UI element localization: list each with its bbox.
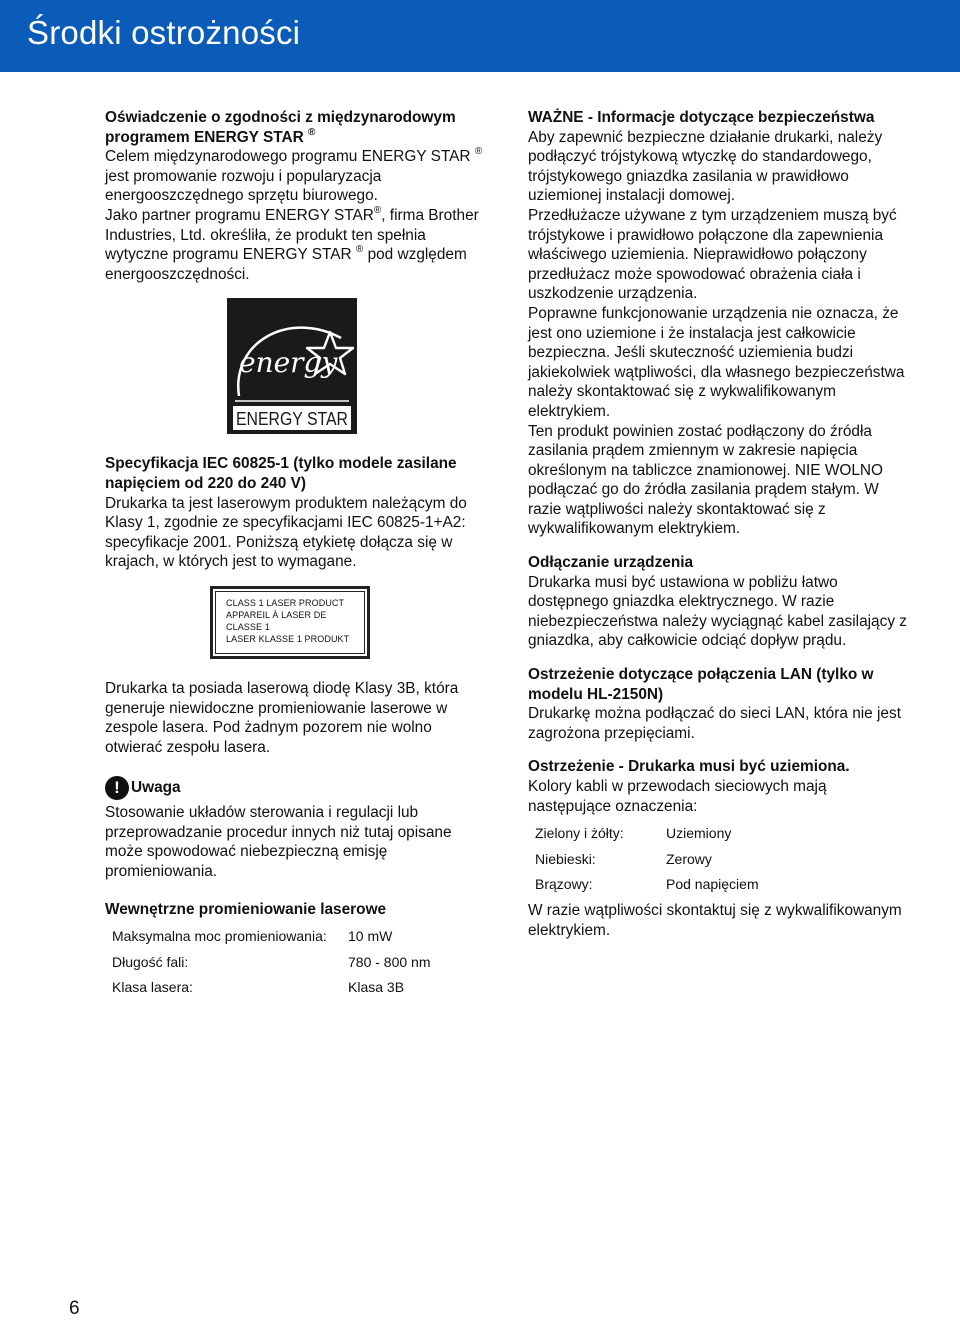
internal-radiation-table <box>112 927 431 1004</box>
page-title: Środki ostrożności <box>27 14 301 51</box>
table-cell-label: Długość fali: <box>112 953 189 970</box>
svg-text:energy: energy <box>239 346 338 380</box>
important-section <box>528 108 908 539</box>
disconnect-title: Odłączanie urządzenia <box>528 554 694 572</box>
important-paragraph: Ten produkt powinien zostać podłączony do źródła zasilania prądem zmiennym w zakresie napięcia określonym na tabliczce znamionowej. NIE WOLNO podłączać go do źródła zasilania prądem stałym. W razie wątpliwości należy skontaktować się z wykwalifikowanym elektrykiem. <box>528 422 883 538</box>
lan-title: Ostrzeżenie dotyczące połączenia LAN (tylko w modelu HL-2150N) <box>528 666 874 703</box>
table-cell-value: Pod napięciem <box>666 876 759 893</box>
warning-section <box>105 775 490 881</box>
grounding-footer: W razie wątpliwości skontaktuj się z wykwalifikowanym elektrykiem. <box>528 901 902 939</box>
table-cell-value: Klasa 3B <box>348 979 405 996</box>
table-cell-value: Uziemiony <box>666 825 732 842</box>
table-cell-label: Klasa lasera: <box>112 979 193 996</box>
table-cell-value: Zerowy <box>666 850 712 867</box>
warning-label: Uwaga <box>131 779 181 797</box>
disconnect-section <box>528 553 908 651</box>
page-header <box>0 0 960 72</box>
grounding-title: Ostrzeżenie - Drukarka musi być uziemiona. <box>528 758 850 776</box>
iec-section <box>105 454 490 757</box>
left-column <box>105 108 490 1020</box>
table-cell-label: Zielony i żółty: <box>535 825 624 842</box>
table-row <box>112 953 431 979</box>
table-cell-label: Niebieski: <box>535 850 596 867</box>
registered-mark: ® <box>355 244 364 256</box>
table-row <box>535 824 759 850</box>
important-paragraph: Przedłużacze używane z tym urządzeniem muszą być trójstykowe i prawidłowo połączone dla zapewnienia właściwego uziemienia. Nieprawidłowo połączony przedłużacz może spowodować obrażenia ciała i uszkodzenie urządzenia. <box>528 206 897 303</box>
registered-mark: ® <box>373 204 382 216</box>
laser-label-line: LASER KLASSE 1 PRODUKT <box>226 633 350 644</box>
exclamation-icon: ! <box>105 776 129 800</box>
right-column <box>528 108 908 956</box>
registered-mark: ® <box>307 126 316 138</box>
table-row <box>535 875 759 901</box>
cable-colors-table <box>535 824 759 901</box>
energy-star-logo <box>227 298 357 434</box>
energy-star-partner: Jako partner programu ENERGY STAR®, firma Brother Industries, Ltd. określiła, że produkt ten spełnia wytyczne programu ENERGY STAR ® pod względem energooszczędności. <box>105 204 479 283</box>
iec-title: Specyfikacja IEC 60825-1 (tylko modele zasilane napięciem od 220 do 240 V) <box>105 455 457 492</box>
laser-label-line: CLASS 1 LASER PRODUCT <box>226 597 345 608</box>
energy-star-intro: Celem międzynarodowego programu ENERGY STAR ® jest promowanie rozwoju i popularyzacja energooszczędnego sprzętu biurowego. <box>105 146 483 205</box>
table-row <box>112 978 431 1004</box>
table-row <box>112 927 431 953</box>
internal-radiation-title: Wewnętrzne promieniowanie laserowe <box>105 900 387 918</box>
page-number: 6 <box>69 1298 80 1319</box>
table-row <box>535 850 759 876</box>
warning-body: Stosowanie układów sterowania i regulacji lub przeprowadzanie procedur innych niż tutaj opisane może spowodować niebezpieczną emisję promieniowania. <box>105 804 452 881</box>
energy-star-logo-text: ENERGY STAR <box>236 409 348 430</box>
laser-class-label <box>210 586 370 659</box>
disconnect-body: Drukarka musi być ustawiona w pobliżu łatwo dostępnego gniazdka elektrycznego. W razie niebezpieczeństwa należy wyciągnąć kabel zasilający z gniazdka, aby całkowicie odciąć dopływ prądu. <box>528 573 907 650</box>
important-paragraph: Aby zapewnić bezpieczne działanie drukarki, należy podłączyć trójstykową wtyczkę do standardowego, trójstykowego gniazdka zasilania w prawidłowo uziemionej instalacji domowej. <box>528 128 883 205</box>
table-cell-value: 10 mW <box>348 928 393 945</box>
grounding-section <box>528 757 908 940</box>
laser-label-line: APPAREIL À LASER DE CLASSE 1 <box>226 609 327 632</box>
internal-radiation-section <box>105 900 490 1004</box>
lan-body: Drukarkę można podłączać do sieci LAN, która nie jest zagrożona przepięciami. <box>528 705 901 742</box>
grounding-body: Kolory kabli w przewodach sieciowych mają następujące oznaczenia: <box>528 778 827 815</box>
table-cell-value: 780 - 800 nm <box>348 953 431 970</box>
lan-section <box>528 665 908 743</box>
important-paragraph: Poprawne funkcjonowanie urządzenia nie oznacza, że jest ono uziemione i że instalacja jest całkowicie bezpieczna. Jeśli skuteczność uziemienia budzi jakiekolwiek wątpliwości, dla własnego bezpieczeństwa należy skontaktować się z wykwalifikowanym elektrykiem. <box>528 304 905 420</box>
iec-body: Drukarka ta jest laserowym produktem należącym do Klasy 1, zgodnie ze specyfikacjami IEC 60825-1+A2: specyfikacje 2001. Poniższą etykietę dołącza się w krajach, w których jest to wymagane. <box>105 494 467 571</box>
registered-mark: ® <box>474 146 483 158</box>
table-cell-label: Brązowy: <box>535 876 593 893</box>
energy-star-section <box>105 108 490 434</box>
laser-diode-text: Drukarka ta posiada laserową diodę Klasy 3B, która generuje niewidoczne promieniowanie laserowe w zespole lasera. Pod żadnym pozorem nie wolno otwierać zespołu lasera. <box>105 679 459 756</box>
important-title: WAŻNE - Informacje dotyczące bezpieczeństwa <box>528 109 875 126</box>
table-cell-label: Maksymalna moc promieniowania: <box>112 928 327 945</box>
energy-star-title: Oświadczenie o zgodności z międzynarodowym programem ENERGY STAR ® <box>105 109 456 146</box>
